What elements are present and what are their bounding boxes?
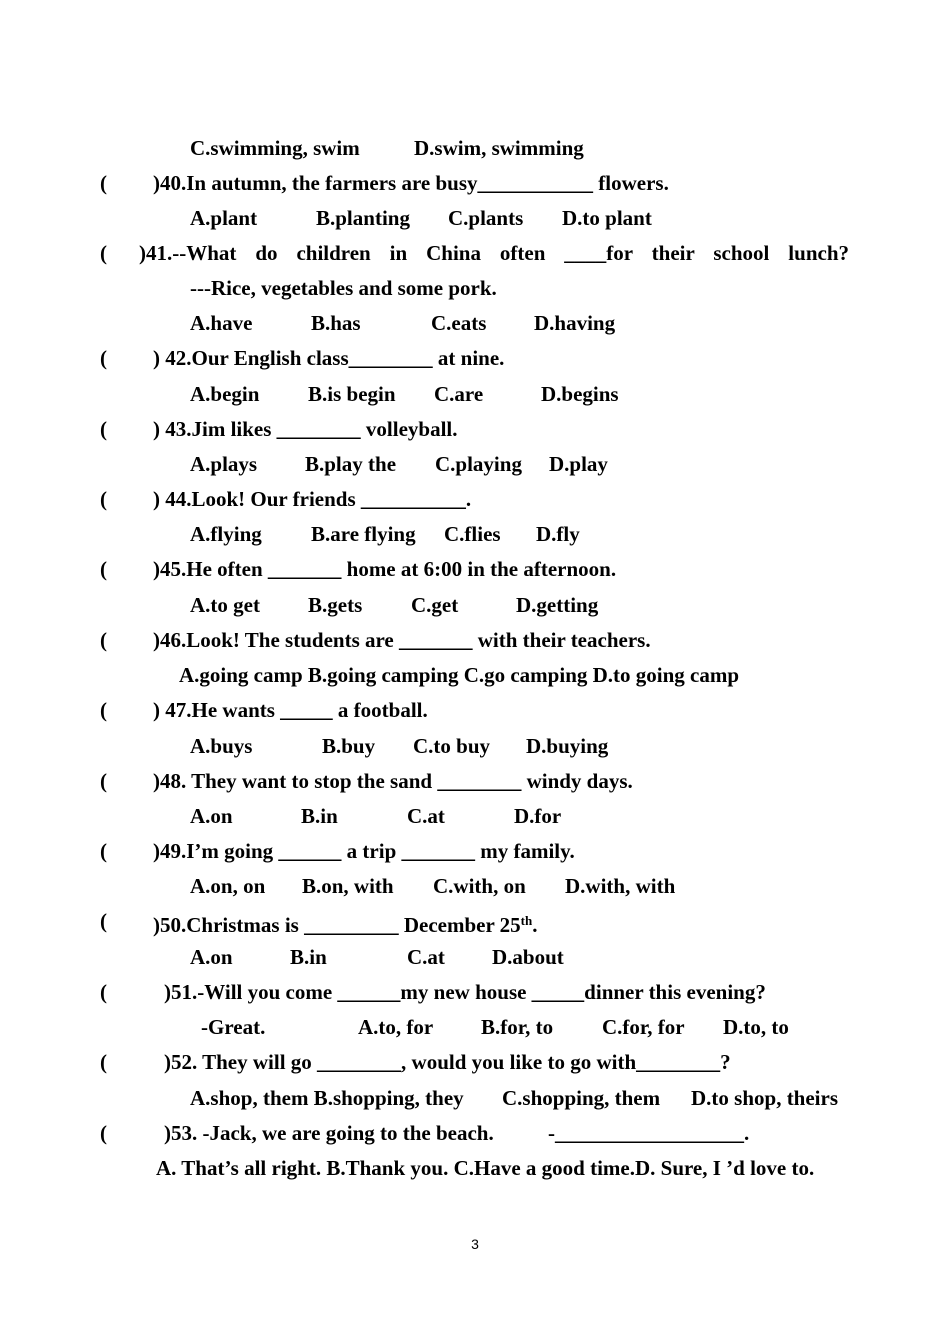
option-43b: B.play the — [305, 452, 397, 476]
page-number: 3 — [471, 1236, 479, 1252]
option-48a: A.on — [190, 804, 233, 828]
option-39d: D.swim, swimming — [414, 136, 584, 160]
answer-paren-50: ( — [100, 909, 107, 933]
option-39c: C.swimming, swim — [190, 136, 360, 160]
answer-paren-40: ( — [100, 171, 107, 195]
option-40d: D.to plant — [562, 206, 652, 230]
option-49c: C.with, on — [433, 874, 526, 898]
option-42a: A.begin — [190, 382, 260, 406]
option-44a: A.flying — [190, 522, 262, 546]
option-48b: B.in — [301, 804, 338, 828]
ordinal-suffix: th — [520, 913, 533, 928]
option-42c: C.are — [434, 382, 484, 406]
option-41c: C.eats — [431, 311, 487, 335]
answer-paren-45: ( — [100, 557, 107, 581]
options-52ab: A.shop, them B.shopping, they — [190, 1086, 464, 1110]
question-46: )46.Look! The students are _______ with their teachers. — [153, 628, 651, 652]
option-41b: B.has — [311, 311, 361, 335]
option-52d: D.to shop, theirs — [691, 1086, 839, 1110]
question-53-blank: -__________________. — [548, 1121, 750, 1145]
answer-paren-53: ( — [100, 1121, 107, 1145]
question-50-end: . — [532, 913, 538, 937]
answer-paren-48: ( — [100, 769, 107, 793]
question-41: )41.--What do children in China often ____for their school lunch? — [139, 241, 849, 265]
question-41-response: ---Rice, vegetables and some pork. — [190, 276, 497, 300]
option-43c: C.playing — [435, 452, 522, 476]
question-44: ) 44.Look! Our friends __________. — [153, 487, 472, 511]
question-53: )53. -Jack, we are going to the beach. — [164, 1121, 494, 1145]
option-45d: D.getting — [516, 593, 599, 617]
options-46: A.going camp B.going camping C.go camping D.to going camp — [179, 663, 740, 687]
option-45a: A.to get — [190, 593, 260, 617]
option-41a: A.have — [190, 311, 253, 335]
answer-paren-47: ( — [100, 698, 107, 722]
question-51: )51.-Will you come ______my new house _____dinner this evening? — [164, 980, 766, 1004]
answer-paren-44: ( — [100, 487, 107, 511]
options-53: A. That’s all right. B.Thank you. C.Have a good time.D. Sure, I ’d love to. — [156, 1156, 815, 1180]
option-51b: B.for, to — [481, 1015, 554, 1039]
option-49b: B.on, with — [302, 874, 394, 898]
option-44c: C.flies — [444, 522, 501, 546]
answer-paren-46: ( — [100, 628, 107, 652]
option-45b: B.gets — [308, 593, 363, 617]
answer-paren-51: ( — [100, 980, 107, 1004]
question-50-text: )50.Christmas is _________ December 25 — [153, 913, 521, 937]
answer-paren-52: ( — [100, 1050, 107, 1074]
option-48c: C.at — [407, 804, 445, 828]
answer-paren-49: ( — [100, 839, 107, 863]
option-42d: D.begins — [541, 382, 619, 406]
question-45: )45.He often _______ home at 6:00 in the afternoon. — [153, 557, 617, 581]
question-51-response: -Great. — [201, 1015, 266, 1039]
option-40a: A.plant — [190, 206, 258, 230]
option-40c: C.plants — [448, 206, 524, 230]
option-48d: D.for — [514, 804, 562, 828]
option-51d: D.to, to — [723, 1015, 789, 1039]
option-47d: D.buying — [526, 734, 609, 758]
question-48: )48. They want to stop the sand ________ windy days. — [153, 769, 633, 793]
option-50c: C.at — [407, 945, 445, 969]
question-47: ) 47.He wants _____ a football. — [153, 698, 428, 722]
option-47c: C.to buy — [413, 734, 491, 758]
option-42b: B.is begin — [308, 382, 396, 406]
question-52: )52. They will go ________, would you like to go with________? — [164, 1050, 731, 1074]
option-44d: D.fly — [536, 522, 580, 546]
question-40: )40.In autumn, the farmers are busy___________ flowers. — [153, 171, 669, 195]
option-43a: A.plays — [190, 452, 258, 476]
option-47a: A.buys — [190, 734, 253, 758]
option-50b: B.in — [290, 945, 327, 969]
answer-paren-41: ( — [100, 241, 107, 265]
option-43d: D.play — [549, 452, 608, 476]
option-49d: D.with, with — [565, 874, 676, 898]
question-43: ) 43.Jim likes ________ volleyball. — [153, 417, 458, 441]
option-51a: A.to, for — [358, 1015, 434, 1039]
option-49a: A.on, on — [190, 874, 266, 898]
option-50d: D.about — [492, 945, 564, 969]
answer-paren-43: ( — [100, 417, 107, 441]
option-50a: A.on — [190, 945, 233, 969]
option-40b: B.planting — [316, 206, 410, 230]
option-51c: C.for, for — [602, 1015, 685, 1039]
option-52c: C.shopping, them — [502, 1086, 661, 1110]
question-42: ) 42.Our English class________ at nine. — [153, 346, 505, 370]
question-50 — [153, 909, 537, 937]
option-41d: D.having — [534, 311, 616, 335]
option-45c: C.get — [411, 593, 459, 617]
option-47b: B.buy — [322, 734, 376, 758]
option-44b: B.are flying — [311, 522, 416, 546]
question-49: )49.I’m going ______ a trip _______ my family. — [153, 839, 575, 863]
answer-paren-42: ( — [100, 346, 107, 370]
